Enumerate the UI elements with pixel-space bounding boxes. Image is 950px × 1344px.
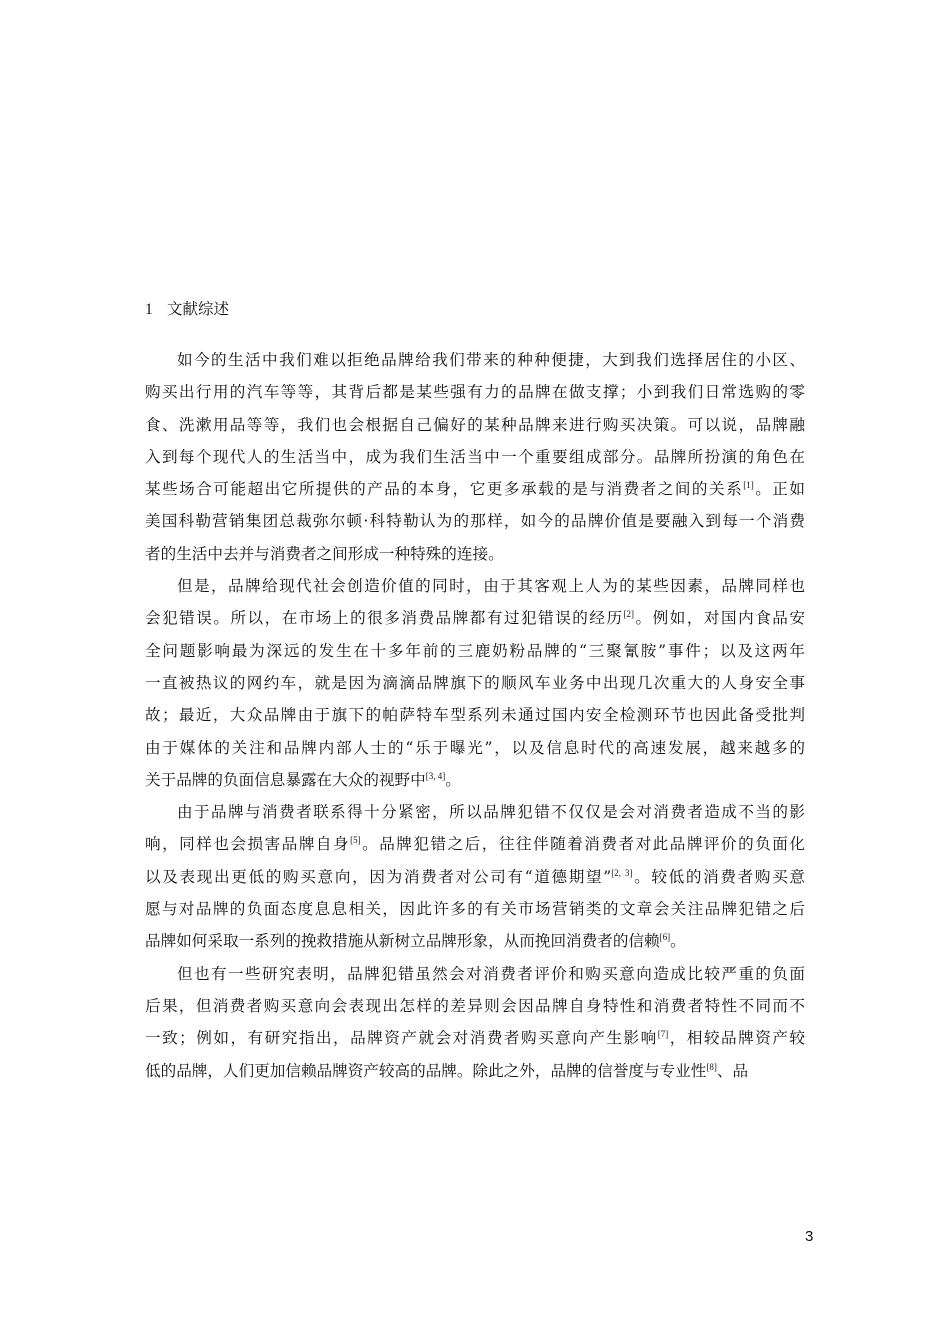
paragraph (145, 344, 805, 570)
line-text: 关于品牌的负面信息暴露在大众的视野中 (145, 770, 426, 789)
line-text: 者的生活中去并与消费者之间形成一种特殊的连接。 (145, 544, 504, 563)
line-text: 由于媒体的关注和品牌内部人士的“乐于曝光”，以及信息时代的高速发展，越来越多的 (145, 738, 805, 757)
text-line (145, 1055, 805, 1087)
line-text: 但是，品牌给现代社会创造价值的同时，由于其客观上人为的某些因素，品牌同样也 (177, 577, 805, 596)
text-line (145, 602, 805, 634)
citation-marker: [6] (659, 932, 671, 943)
text-line (145, 635, 805, 667)
text-line (145, 990, 805, 1022)
line-text: 以及表现出更低的购买意向，因为消费者对公司有“道德期望” (145, 867, 612, 886)
line-text-after-citation: 。较低的消费者购买意 (632, 867, 805, 886)
section-number: 1 (145, 301, 153, 318)
text-line (145, 828, 805, 860)
text-line (145, 893, 805, 925)
paragraph (145, 796, 805, 957)
line-text: 后果，但消费者购买意向会表现出怎样的差异则会因品牌自身特性和消费者特性不同而不 (145, 996, 805, 1015)
text-line (145, 1022, 805, 1054)
line-text-after-citation: 、品 (716, 1061, 749, 1080)
line-text-after-citation: 。品牌犯错之后，往往伴随着消费者对此品牌评价的负面化 (360, 835, 805, 854)
line-text-after-citation: 。正如 (753, 480, 805, 499)
text-line (145, 732, 805, 764)
line-text: 故；最近，大众品牌由于旗下的帕萨特车型系列未通过国内安全检测环节也因此备受批判 (145, 706, 805, 725)
section-title: 文献综述 (167, 300, 230, 318)
citation-marker: [8] (706, 1061, 717, 1072)
text-line (145, 958, 805, 990)
line-text: 某些场合可能超出它所提供的产品的本身，它更多承载的是与消费者之间的关系 (145, 480, 744, 499)
text-line (145, 441, 805, 473)
line-text: 低的品牌，人们更加信赖品牌资产较高的品牌。除此之外，品牌的信誉度与专业性 (145, 1061, 707, 1080)
section-heading (145, 297, 229, 322)
line-text: 美国科勒营销集团总裁弥尔顿·科特勒认为的那样，如今的品牌价值是要融入到每一个消费 (145, 512, 805, 531)
text-line (145, 505, 805, 537)
text-line (145, 667, 805, 699)
text-line (145, 925, 805, 957)
line-text: 但也有一些研究表明，品牌犯错虽然会对消费者评价和购买意向造成比较严重的负面 (177, 964, 805, 983)
text-line (145, 796, 805, 828)
text-line (145, 538, 805, 570)
line-text: 一致；例如，有研究指出，品牌资产就会对消费者购买意向产生影响 (145, 1029, 658, 1048)
citation-marker: [5] (350, 835, 361, 846)
text-line (145, 473, 805, 505)
citation-marker: [7] (657, 1029, 669, 1040)
line-text: 品牌如何采取一系列的挽救措施从新树立品牌形象，从而挽回消费者的信赖 (145, 932, 660, 951)
text-line (145, 570, 805, 602)
paragraph (145, 958, 805, 1087)
line-text: 愿与对品牌的负面态度息息相关，因此许多的有关市场营销类的文章会关注品牌犯错之后 (145, 900, 805, 919)
line-text-after-citation: 。 (670, 932, 686, 951)
page-number: 3 (805, 1228, 814, 1245)
line-text-after-citation: 。例如，对国内食品安 (634, 609, 805, 628)
line-text: 响，同样也会损害品牌自身 (145, 835, 351, 854)
line-text-after-citation: 。 (445, 770, 461, 789)
body-text (145, 344, 805, 1087)
text-line (145, 699, 805, 731)
line-text: 由于品牌与消费者联系得十分紧密，所以品牌犯错不仅仅是会对消费者造成不当的影 (177, 803, 805, 822)
line-text: 购买出行用的汽车等等，其背后都是某些强有力的品牌在做支撑；小到我们日常选购的零 (145, 383, 805, 402)
citation-marker: [2] (623, 609, 635, 620)
citation-marker: [3, 4] (425, 770, 446, 781)
line-text: 会犯错误。所以，在市场上的很多消费品牌都有过犯错误的经历 (145, 609, 624, 628)
text-line (145, 376, 805, 408)
line-text: 食、洗漱用品等等，我们也会根据自己偏好的某种品牌来进行购买决策。可以说，品牌融 (145, 415, 805, 434)
citation-marker: [1] (743, 480, 754, 491)
line-text-after-citation: ，相较品牌资产较 (668, 1029, 805, 1048)
text-line (145, 764, 805, 796)
line-text: 如今的生活中我们难以拒绝品牌给我们带来的种种便捷，大到我们选择居住的小区、 (177, 351, 805, 369)
text-line (145, 861, 805, 893)
text-line (145, 344, 805, 376)
line-text: 一直被热议的网约车，就是因为滴滴品牌旗下的顺风车业务中出现几次重大的人身安全事 (145, 673, 805, 692)
citation-marker: [2, 3] (611, 867, 633, 878)
text-line (145, 409, 805, 441)
paragraph (145, 570, 805, 796)
line-text: 入到每个现代人的生活当中，成为我们生活当中一个重要组成部分。品牌所扮演的角色在 (145, 447, 805, 466)
line-text: 全问题影响最为深远的发生在十多年前的三鹿奶粉品牌的“三聚氰胺”事件；以及这两年 (145, 641, 805, 660)
